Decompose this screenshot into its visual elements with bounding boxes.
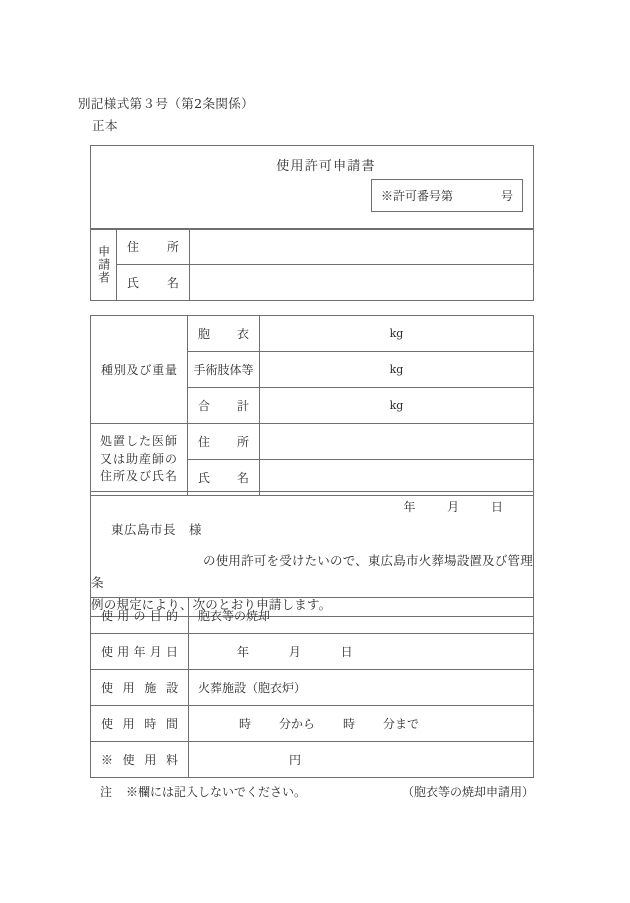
usage-details-block xyxy=(90,597,534,778)
footer-notes xyxy=(100,783,534,800)
applicant-name-field[interactable] xyxy=(190,265,534,301)
usage-fee-value[interactable]: 円 xyxy=(189,742,534,778)
practitioner-label-line3: 住所及び氏名 xyxy=(99,469,178,484)
weight-row-label-limbs: 手術肢体等 xyxy=(188,352,260,388)
table-row xyxy=(91,634,534,670)
weight-row-value-limbs[interactable]: kg xyxy=(260,352,534,388)
permit-number-unit: 号 xyxy=(500,189,513,203)
practitioner-name-label: 氏 名 xyxy=(188,460,260,496)
submission-date-cell[interactable] xyxy=(91,492,534,521)
submission-date-day: 日 xyxy=(490,500,503,514)
applicant-block xyxy=(90,228,534,301)
copy-label: 正本 xyxy=(92,118,118,133)
practitioner-label-line2: 又は助産師の xyxy=(99,451,178,466)
practitioner-section-label xyxy=(91,424,188,496)
table-row xyxy=(91,229,534,265)
footer-note-marker: 注 xyxy=(100,785,113,799)
weight-and-practitioner-block xyxy=(90,315,534,496)
weight-row-value-placenta[interactable]: kg xyxy=(260,316,534,352)
statement-line-1: の使用許可を受けたいので、東広島市火葬場設置及び管理条 xyxy=(91,553,533,590)
practitioner-label-line1: 処置した医師 xyxy=(99,434,178,449)
usage-date-value[interactable] xyxy=(189,634,534,670)
usage-purpose-value[interactable]: 胞衣等の焼却 xyxy=(189,598,534,634)
usage-time-value[interactable] xyxy=(189,706,534,742)
practitioner-address-label: 住 所 xyxy=(188,424,260,460)
form-number: 別記様式第３号（第2条関係） xyxy=(78,96,255,111)
usage-date-year: 年 xyxy=(236,645,249,659)
applicant-section-label: 申請者 xyxy=(91,229,117,301)
table-row xyxy=(91,706,534,742)
table-row xyxy=(91,424,534,460)
addressee: 東広島市長 様 xyxy=(111,522,203,537)
table-row xyxy=(91,598,534,634)
kind-weight-section-label: 種別及び重量 xyxy=(91,316,188,424)
page-title: 使用許可申請書 xyxy=(276,159,376,174)
footer-usage-tag: （胞衣等の焼却申請用） xyxy=(401,785,534,799)
permit-number-box[interactable] xyxy=(371,179,523,212)
submission-date xyxy=(389,498,517,515)
usage-purpose-label: 使用の目的 xyxy=(91,598,189,634)
table-row xyxy=(91,742,534,778)
practitioner-address-field[interactable] xyxy=(260,424,534,460)
usage-date-label: 使用年月日 xyxy=(91,634,189,670)
footer-note xyxy=(100,783,306,800)
footer-note-text: ※欄には記入しないでください。 xyxy=(126,785,307,799)
table-row xyxy=(91,265,534,301)
table-row xyxy=(91,316,534,352)
usage-facility-value[interactable]: 火葬施設（胞衣炉） xyxy=(189,670,534,706)
table-row xyxy=(91,520,534,550)
usage-time-from-minute: 分から xyxy=(278,717,315,731)
usage-time-label: 使用時間 xyxy=(91,706,189,742)
submission-date-year: 年 xyxy=(403,500,416,514)
applicant-address-label: 住 所 xyxy=(117,229,190,265)
submission-date-month: 月 xyxy=(447,500,460,514)
usage-fee-label: ※使用料 xyxy=(91,742,189,778)
weight-row-label-total: 合 計 xyxy=(188,388,260,424)
title-block xyxy=(90,145,534,230)
usage-facility-label: 使用施設 xyxy=(91,670,189,706)
statement-line-2: 例の規定により、次のとおり申請します。 xyxy=(91,596,332,612)
usage-date-day: 日 xyxy=(340,645,353,659)
usage-date-month: 月 xyxy=(288,645,301,659)
permit-number-label: ※許可番号第 xyxy=(381,189,454,203)
weight-row-value-total[interactable]: kg xyxy=(260,388,534,424)
applicant-address-field[interactable] xyxy=(190,229,534,265)
title-cell xyxy=(91,146,534,230)
table-row xyxy=(91,492,534,521)
applicant-name-label: 氏 名 xyxy=(117,265,190,301)
table-row xyxy=(91,146,534,230)
usage-time-from-hour: 時 xyxy=(238,717,251,731)
usage-time-to-hour: 時 xyxy=(342,717,355,731)
weight-row-label-placenta: 胞 衣 xyxy=(188,316,260,352)
table-row xyxy=(91,670,534,706)
usage-time-to-minute: 分まで xyxy=(382,717,419,731)
addressee-cell xyxy=(91,520,534,550)
